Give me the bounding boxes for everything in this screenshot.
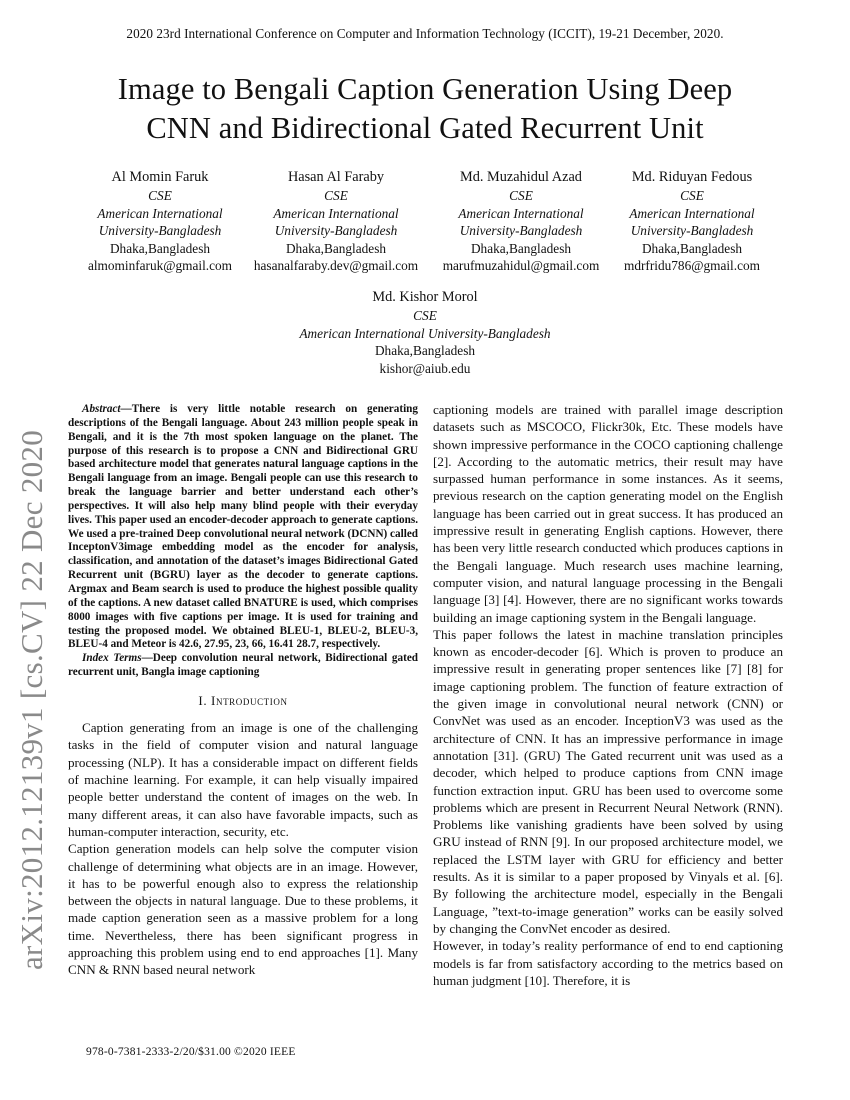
author-affiliation: American International xyxy=(458,205,584,221)
author-name: Md. Kishor Morol xyxy=(372,289,478,305)
author-dept: CSE xyxy=(148,188,172,203)
author-location: Dhaka,Bangladesh xyxy=(374,343,476,358)
intro-paragraph-2: Caption generation models can help solve the computer vision challenge of determining what objects are in an image. However, it has to be powerful enough also to express the relationship between the objects in natural language. Due to these problems, it made caption generation seen as a massive problem for a long time. Nevertheless, there has been significant progress in approaching this problem using end to end approaches [1]. Many CNN & RNN based neural network xyxy=(68,841,418,978)
author-5 xyxy=(250,288,600,377)
author-email: almominfaruk@gmail.com xyxy=(87,258,233,273)
author-1 xyxy=(80,168,240,275)
arxiv-stamp: arXiv:2012.12139v1 [cs.CV] 22 Dec 2020 xyxy=(14,429,49,970)
author-affiliation: American International xyxy=(97,205,223,221)
author-dept: CSE xyxy=(413,308,437,323)
copyright-footer: 978-0-7381-2333-2/20/$31.00 ©2020 IEEE xyxy=(86,1046,296,1058)
author-location: Dhaka,Bangladesh xyxy=(470,240,572,256)
author-affiliation: University-Bangladesh xyxy=(459,223,583,238)
author-name: Al Momin Faruk xyxy=(111,169,209,185)
author-affiliation: University-Bangladesh xyxy=(274,223,398,238)
index-terms-label: Index Terms xyxy=(82,652,142,665)
author-4 xyxy=(612,168,772,275)
author-dept: CSE xyxy=(324,188,348,203)
intro-paragraph-1: Caption generating from an image is one of the challenging tasks in the field of computer vision and natural language processing (NLP). It has a considerable impact on different fields of machine learning. For example, it can help visually impaired people better understand the content of images on the web. In many different areas, it can also have favorable impacts, such as human-computer interaction, security, etc. xyxy=(68,720,418,839)
author-dept: CSE xyxy=(509,188,533,203)
title-line-2: CNN and Bidirectional Gated Recurrent Unit xyxy=(146,111,704,145)
paper-title xyxy=(40,70,810,148)
author-3 xyxy=(436,168,606,275)
author-email: hasanalfaraby.dev@gmail.com xyxy=(253,258,419,273)
left-column xyxy=(68,403,418,979)
abstract-text: —There is very little notable research on generating descriptions of the Bengali language. About 243 million people speak in Bengali, and it is the 7th most spoken language on the planet. The purpose of this research is to propose a CNN and Bidirectional GRU based architecture model that generates natural language captions in the Bengali language from an image. Bengali people can use this research to break the language barrier and better understand each other’s perspectives. It will also help many blind people with their everyday lives. This paper used an encoder-decoder approach to generate captions. We used a pre-trained Deep convolutional neural network (DCNN) called InceptonV3image embedding model as the encoder for analysis, classification, and annotation of the dataset’s images Bidirectional Gated Recurrent unit (BGRU) layer as the decoder to generate captions. Argmax and Beam search is used to produce the highest possible quality of the captions. A new dataset called BNATURE is used, which comprises 8000 images with five captions per image. It is used for training and testing the proposed model. We obtained BLEU-1, BLEU-2, BLEU-3, BLEU-4 and Meteor is 42.6, 27.95, 23, 66, 16.41 28.7, respectively. xyxy=(68,403,419,651)
title-line-1: Image to Bengali Caption Generation Using Deep xyxy=(117,72,733,106)
author-affiliation: University-Bangladesh xyxy=(630,223,754,238)
author-location: Dhaka,Bangladesh xyxy=(641,240,743,256)
author-dept: CSE xyxy=(680,188,704,203)
author-name: Md. Muzahidul Azad xyxy=(460,169,582,185)
author-affiliation: University-Bangladesh xyxy=(98,223,222,238)
author-affiliation: American International University-Bangladesh xyxy=(299,325,551,341)
author-affiliation: American International xyxy=(629,205,755,221)
author-2 xyxy=(246,168,426,275)
index-terms-text: —Deep convolution neural network, Bidirectional gated recurrent unit, Bangla image captioning xyxy=(68,652,419,679)
index-terms-paragraph xyxy=(68,652,418,680)
author-location: Dhaka,Bangladesh xyxy=(109,240,211,256)
abstract-label: Abstract xyxy=(82,403,121,415)
right-column xyxy=(433,401,783,989)
abstract xyxy=(68,403,418,680)
author-name: Hasan Al Faraby xyxy=(287,169,385,185)
section-heading-introduction: I. Introduction xyxy=(198,692,288,708)
right-paragraph-2: This paper follows the latest in machine translation principles known as encoder-decoder [6]. Which is proven to produce an impressive result in generating proper sentences like [7] [8] for image captioning problem. The function of feature extraction of the given image in convolutional neural network (CNN) or ConvNet was used as an encoder. InceptionV3 was used as the architecture of CNN. It has an impressive performance in image annotation [31]. (GRU) The Gated recurrent unit was used as a decoder, which helped to produce captions from CNN image function extraction input. GRU has been used to overcome some problems which are present in Recurrent Neural Network (RNN). Problems like vanishing gradients have been solved by using GRU instead of RNN [9]. In our proposed architecture model, we replaced the LSTM layer with GRU for efficiency and better results. As it is similar to a paper proposed by Vinyals et al. [6]. By following the architecture model, especially in the Bengali Language, ”text-to-image generation” works can be easily solved by changing the ConvNet encoder as desired. xyxy=(433,626,783,936)
right-paragraph-1: captioning models are trained with parallel image description datasets such as MSCOCO, Flickr30k, Etc. These models have shown impressive performance in the COCO captioning challenge [2]. According to the automatic metrics, their result may have surpassed human performance in some instances. As it seems, previous research on the caption generating model on the English language has been carried out in great success. It has produced an impressive result in generating English captions. However, there has been very little research conducted which produces captions in the Bengali language. Much research uses machine learning, computer vision, and natural language processing in the Bengali language [3] [4]. However, there are no significant works towards building an image captioning system in the Bengali language. xyxy=(433,402,783,625)
author-email: kishor@aiub.edu xyxy=(379,360,471,376)
author-email: marufmuzahidul@gmail.com xyxy=(442,258,600,273)
author-email: mdrfridu786@gmail.com xyxy=(624,258,760,273)
author-affiliation: American International xyxy=(273,205,399,221)
author-location: Dhaka,Bangladesh xyxy=(285,240,387,256)
right-paragraph-3: However, in today’s reality performance of end to end captioning models is far from satisfactory according to the metrics based on human judgment [10]. Therefore, it is xyxy=(433,938,783,988)
conference-header: 2020 23rd International Conference on Computer and Information Technology (ICCIT), 19-21 December, 2020. xyxy=(126,26,724,41)
author-name: Md. Riduyan Fedous xyxy=(631,169,753,185)
abstract-paragraph xyxy=(68,403,418,652)
